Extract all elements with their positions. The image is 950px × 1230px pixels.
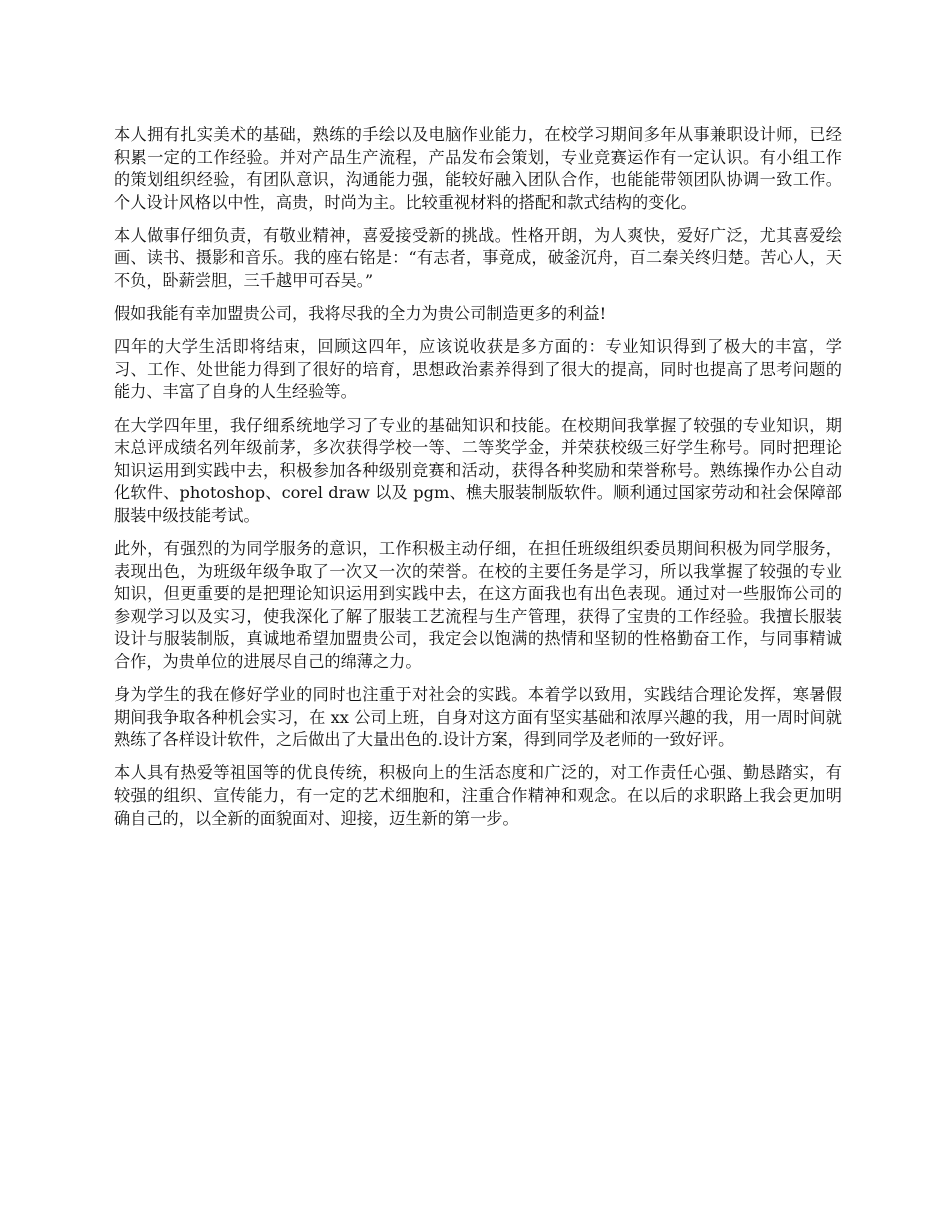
paragraph-6: 此外，有强烈的为同学服务的意识，工作积极主动仔细，在担任班级组织委员期间积极为同学服务，表现出色，为班级年级争取了一次又一次的荣誉。在校的主要任务是学习，所以我掌握了较强的专业知识，但更重要的是把理论知识运用到实践中去，在这方面我也有出色表现。通过对一些服饰公司的参观学习以及实习，使我深化了解了服装工艺流程与生产管理，获得了宝贵的工作经验。我擅长服装设计与服装制版，真诚地希望加盟贵公司，我定会以饱满的热情和坚韧的性格勤奋工作，与同事精诚合作，为贵单位的进展尽自己的绵薄之力。 <box>114 539 842 671</box>
paragraph-2: 本人做事仔细负责，有敬业精神，喜爱接受新的挑战。性格开朗，为人爽快，爱好广泛，尤其喜爱绘画、读书、摄影和音乐。我的座右铭是：“有志者，事竟成，破釜沉舟，百二秦关终归楚。苦心人，天不负，卧薪尝胆，三千越甲可吞吴。” <box>114 225 842 291</box>
document-body <box>114 124 842 841</box>
paragraph-3: 假如我能有幸加盟贵公司，我将尽我的全力为贵公司制造更多的利益! <box>114 304 607 324</box>
paragraph-1: 本人拥有扎实美术的基础，熟练的手绘以及电脑作业能力，在校学习期间多年从事兼职设计师，已经积累一定的工作经验。并对产品生产流程，产品发布会策划，专业竞赛运作有一定认识。有小组工作的策划组织经验，有团队意识，沟通能力强，能较好融入团队合作，也能能带领团队协调一致工作。个人设计风格以中性，高贵，时尚为主。比较重视材料的搭配和款式结构的变化。 <box>114 125 842 212</box>
paragraph-8: 本人具有热爱等祖国等的优良传统，积极向上的生活态度和广泛的，对工作责任心强、勤恳踏实，有较强的组织、宣传能力，有一定的艺术细胞和，注重合作精神和观念。在以后的求职路上我会更加明确自己的，以全新的面貌面对、迎接，迈生新的第一步。 <box>114 763 842 828</box>
paragraph-7: 身为学生的我在修好学业的同时也注重于对社会的实践。本着学以致用，实践结合理论发挥，寒暑假期间我争取各种机会实习，在 xx 公司上班，自身对这方面有坚实基础和浓厚兴趣的我，用一周时间就熟练了各样设计软件，之后做出了大量出色的.设计方案，得到同学及老师的一致好评。 <box>114 685 842 750</box>
paragraph-4: 四年的大学生活即将结束，回顾这四年，应该说收获是多方面的：专业知识得到了极大的丰富，学习、工作、处世能力得到了很好的培育，思想政治素养得到了很大的提高，同时也提高了思考问题的能力、丰富了自身的人生经验等。 <box>114 337 842 402</box>
paragraph-5: 在大学四年里，我仔细系统地学习了专业的基础知识和技能。在校期间我掌握了较强的专业知识，期末总评成绩名列年级前茅，多次获得学校一等、二等奖学金，并荣获校级三好学生称号。同时把理论知识运用到实践中去，积极参加各种级别竞赛和活动，获得各种奖励和荣誉称号。熟练操作办公自动化软件、photoshop、corel draw 以及 pgm、樵夫服装制版软件。顺利通过国家劳动和社会保障部服装中级技能考试。 <box>114 415 842 525</box>
